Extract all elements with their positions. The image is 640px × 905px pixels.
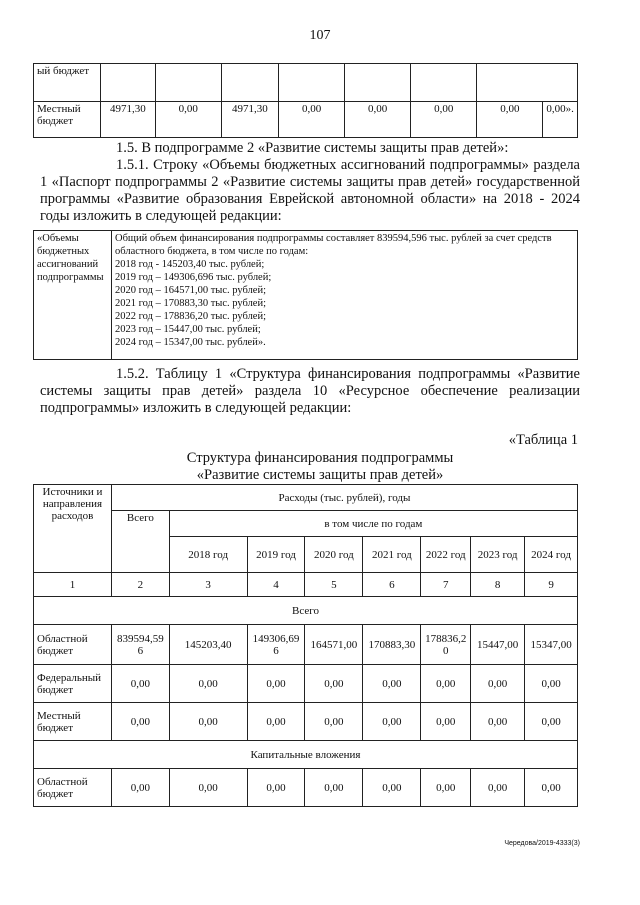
table-cell: 0,00 xyxy=(525,703,578,741)
header-year: 2024 год xyxy=(525,537,578,573)
table-row xyxy=(34,511,578,537)
section-total: Всего xyxy=(34,597,578,625)
table-cell: 0,00 xyxy=(363,665,421,703)
paragraph-1-5: 1.5. В подпрограмме 2 «Развитие системы защиты прав детей»: xyxy=(116,140,509,156)
row-label: Областной бюджет xyxy=(34,769,112,807)
col-number: 9 xyxy=(525,573,578,597)
table-cell: 0,00 xyxy=(477,102,543,138)
col-number: 2 xyxy=(111,573,169,597)
col-number: 7 xyxy=(421,573,471,597)
header-year: 2023 год xyxy=(471,537,525,573)
table-cell: 0,00 xyxy=(525,769,578,807)
table-row xyxy=(34,64,578,102)
passport-year: 2019 год – 149306,696 тыс. рублей; xyxy=(115,272,272,283)
table-row xyxy=(34,625,578,665)
table-cell: 0,00 xyxy=(279,102,345,138)
header-year: 2020 год xyxy=(305,537,363,573)
table-cell: 149306,696 xyxy=(247,625,305,665)
passport-year: 2018 год - 145203,40 тыс. рублей; xyxy=(115,259,265,270)
passport-intro: Общий объем финансирования подпрограммы составляет 839594,596 тыс. рублей за счет средств областного бюджета, в том числе по годам: xyxy=(115,233,552,257)
table-row xyxy=(34,703,578,741)
section-capital: Капитальные вложения xyxy=(34,741,578,769)
table-cell: 0,00 xyxy=(421,665,471,703)
table-cell: 164571,00 xyxy=(305,625,363,665)
table-cell: 0,00 xyxy=(247,703,305,741)
header-year: 2019 год xyxy=(247,537,305,573)
row-label: Областной бюджет xyxy=(34,625,112,665)
table-cell: 15447,00 xyxy=(471,625,525,665)
table-row xyxy=(34,485,578,511)
table-cell: 0,00 xyxy=(363,769,421,807)
table-cell: 4971,30 xyxy=(101,102,155,138)
row-label: Местный бюджет xyxy=(34,703,112,741)
table-cell: 0,00 xyxy=(305,665,363,703)
table-cell: 0,00 xyxy=(305,703,363,741)
table-cell: Местный бюджет xyxy=(34,102,101,138)
table-cell: 0,00 xyxy=(471,769,525,807)
financing-table xyxy=(33,484,578,807)
table-cell: 4971,30 xyxy=(221,102,278,138)
header-total: Всего xyxy=(111,511,169,573)
table-cell: 178836,20 xyxy=(421,625,471,665)
col-number: 3 xyxy=(169,573,247,597)
table-cell: 0,00 xyxy=(421,703,471,741)
section-row xyxy=(34,741,578,769)
header-by-year: в том числе по годам xyxy=(169,511,577,537)
table-cell: 0,00 xyxy=(471,703,525,741)
table-cell: 0,00 xyxy=(421,769,471,807)
table-cell: 0,00 xyxy=(471,665,525,703)
table-cell: 839594,596 xyxy=(111,625,169,665)
table-cell: 0,00 xyxy=(525,665,578,703)
section-row xyxy=(34,597,578,625)
table-title-line-1: Структура финансирования подпрограммы xyxy=(186,450,454,466)
paragraph-1-5-1: 1.5.1. Строку «Объемы бюджетных ассигнований подпрограммы» раздела 1 «Паспорт подпрограммы 2 «Развитие системы защиты прав детей» государственной программы «Развитие образования Еврейской автономной области» на 2018 - 2024 годы изложить в следующей редакции: xyxy=(40,157,580,224)
table-cell: 0,00 xyxy=(169,703,247,741)
col-number: 1 xyxy=(34,573,112,597)
table-cell: 0,00». xyxy=(543,102,578,138)
table-cell: 170883,30 xyxy=(363,625,421,665)
budget-table-continued xyxy=(33,63,578,138)
col-number: 6 xyxy=(363,573,421,597)
header-year: 2022 год xyxy=(421,537,471,573)
table-cell: 0,00 xyxy=(305,769,363,807)
table-cell: 15347,00 xyxy=(525,625,578,665)
table-row xyxy=(34,769,578,807)
col-number: 4 xyxy=(247,573,305,597)
passport-year: 2021 год – 170883,30 тыс. рублей; xyxy=(115,298,267,309)
table-label: «Таблица 1 xyxy=(508,432,578,448)
table-title xyxy=(0,450,640,484)
passport-table xyxy=(33,230,578,360)
table-title-line-2: «Развитие системы защиты прав детей» xyxy=(196,467,444,483)
table-cell: ый бюджет xyxy=(34,64,101,102)
table-cell: 0,00 xyxy=(169,769,247,807)
table-cell: 0,00 xyxy=(111,769,169,807)
table-cell: 0,00 xyxy=(169,665,247,703)
page-number: 107 xyxy=(309,28,331,43)
paragraph-1-5-2: 1.5.2. Таблицу 1 «Структура финансирования подпрограммы «Развитие системы защиты прав детей» раздела 10 «Ресурсное обеспечение реализации подпрограммы» изложить в следующей редакции: xyxy=(40,366,580,416)
table-cell: 0,00 xyxy=(111,665,169,703)
table-cell: 0,00 xyxy=(345,102,411,138)
header-year: 2021 год xyxy=(363,537,421,573)
table-cell: 0,00 xyxy=(111,703,169,741)
table-cell: 0,00 xyxy=(247,665,305,703)
header-year: 2018 год xyxy=(169,537,247,573)
col-number: 5 xyxy=(305,573,363,597)
passport-year: 2020 год – 164571,00 тыс. рублей; xyxy=(115,285,267,296)
table-cell: 145203,40 xyxy=(169,625,247,665)
passport-year: 2024 год – 15347,00 тыс. рублей». xyxy=(115,337,266,348)
table-cell: 0,00 xyxy=(155,102,221,138)
table-row xyxy=(34,665,578,703)
passport-year: 2023 год – 15447,00 тыс. рублей; xyxy=(115,324,261,335)
passport-label: «Объемы бюджетных ассигнований подпрограммы xyxy=(34,231,112,360)
table-cell: 0,00 xyxy=(363,703,421,741)
table-row xyxy=(34,102,578,138)
footer-code: Чередова/2019-4333(3) xyxy=(504,840,580,847)
table-cell: 0,00 xyxy=(411,102,477,138)
header-source: Источники и направления расходов xyxy=(34,485,112,573)
passport-year: 2022 год – 178836,20 тыс. рублей; xyxy=(115,311,267,322)
table-cell: 0,00 xyxy=(247,769,305,807)
header-expenses: Расходы (тыс. рублей), годы xyxy=(111,485,577,511)
table-row xyxy=(34,573,578,597)
row-label: Федеральный бюджет xyxy=(34,665,112,703)
col-number: 8 xyxy=(471,573,525,597)
table-row xyxy=(34,231,578,360)
